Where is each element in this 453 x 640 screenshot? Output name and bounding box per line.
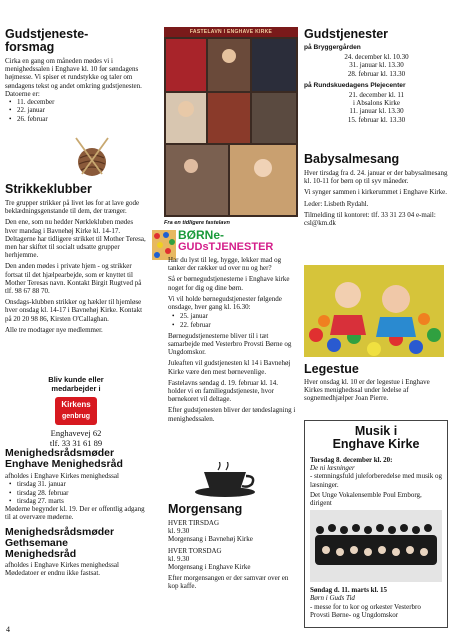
kirkens-genbrug-logo xyxy=(55,397,97,425)
boerne-date-2: • 22. februar xyxy=(168,321,296,329)
morgensang-section xyxy=(168,503,296,594)
gudstjeneste-heading-line1: Gudstjeneste- xyxy=(5,27,89,41)
photo-choir xyxy=(310,510,442,582)
photo-hall xyxy=(166,145,228,215)
strikkeklubber-section xyxy=(5,183,147,337)
musik-e1-desc: - stemningsfuld juleforberedelse med musik og læsninger. xyxy=(310,472,442,489)
morgensang-l1: HVER TIRSDAG xyxy=(168,519,220,527)
gethsemane-heading-line2: Gethsemane xyxy=(5,536,69,549)
legestue-p1: Hver onsdag kl. 10 er der legestue i Enghave Kirkes menighedssal under ledelse af sognemedhjælper Joan Pierre. xyxy=(304,378,430,403)
menighedsraad-heading-line1: Menighedsrådsmøder xyxy=(5,447,115,459)
menighedsraad-date-2: • tirsdag 28. februar xyxy=(5,489,147,497)
musik-box xyxy=(304,420,448,628)
photo-group xyxy=(208,93,250,143)
menighedsraad-section xyxy=(5,448,147,580)
gudstjeneste-date-3: • 26. februar xyxy=(5,115,147,123)
gethsemane-heading-line1: Menighedsrådsmøder xyxy=(5,525,115,538)
boerne-p2: Så er børnegudstjenesterne i Enghave kirke noget for dig og dine børn. xyxy=(168,275,290,292)
gethsemane-heading-line3: Menighedsråd xyxy=(5,547,77,560)
musik-e2-title: Søndag d. 11. marts kl. 15 xyxy=(310,586,388,595)
menighedsraad-date-1: • tirsdag 31. januar xyxy=(5,480,147,488)
gudstjenester-list2 xyxy=(304,91,449,124)
babysalmesang-heading: Babysalmesang xyxy=(304,152,400,166)
kirkens-address: Enghavevej 62 xyxy=(50,428,102,438)
collage-caption: Fra en tidligere fastelavn xyxy=(164,220,230,226)
musik-e2-desc: - messe for to kor og orkester Vesterbro Provsti Børne- og Ungdomskor xyxy=(310,602,421,619)
menighedsraad-note: Møderne begynder kl. 19. Der er offentlig adgang til at overvære møderne. xyxy=(5,505,145,522)
gudstjeneste-date-1: • 11. december xyxy=(5,98,147,106)
gudstjenester-section xyxy=(304,28,449,124)
morgensang-l2: kl. 9.30 xyxy=(168,527,190,536)
coffee-cup-illustration xyxy=(190,462,260,498)
boerne-p4: Børnegudstjenesterne bliver til i tæt samarbejde med Vesterbro Provsti Børne og Ungdomskor. xyxy=(168,331,292,357)
boerne-heading-line2: GUDsTJENESTER xyxy=(178,241,274,253)
photo-church xyxy=(166,39,206,91)
gethsemane-intro: afholdes i Enghave Kirkes menighedssal Mødedatoer er endnu ikke fastsat. xyxy=(5,560,119,577)
boerne-section xyxy=(168,256,296,426)
kirkens-heading-line1: Bliv kunde eller xyxy=(48,375,104,384)
photo-kids-costume xyxy=(208,39,250,91)
gudstjeneste-dates-label: Datoerne er: xyxy=(5,89,40,98)
musik-e1-perf: Det Unge Vokalensemble Poul Emborg, dirigent xyxy=(310,490,422,508)
boerne-p7: Efter gudstjenesten bliver der tøndeslagning i menighedssalen. xyxy=(168,406,296,423)
strikke-p2: Den ene, som nu hedder Nørklekluben mødes hver mandag i Bavnehøj Kirke kl. 14-17. Deltagerne har tidligere strikket til Mother Teresa, men har skiftet til socialt udsatte grupper herhjemme. xyxy=(5,218,146,260)
gud-list2-item-3: 11. januar kl. 13.30 xyxy=(349,107,404,116)
gudstjenester-sub1: på Bryggergården xyxy=(304,44,361,51)
morgensang-l6: Morgensang i Enghave Kirke xyxy=(168,563,251,572)
morgensang-l5: kl. 9.30 xyxy=(168,554,190,563)
boerne-heading-line1: BØRNe- xyxy=(178,228,225,242)
gud-list2-item-1: 21. december kl. 11 xyxy=(348,91,405,100)
babysalmesang-section xyxy=(304,153,449,230)
menighedsraad-date-3: • tirsdag 27. marts xyxy=(5,497,147,505)
morgensang-l4: HVER TORSDAG xyxy=(168,546,222,555)
boerne-p5: Juleaften vil gudstjenesten kl 14 i Bavnehøj Kirke være den mest børnevenlige. xyxy=(168,359,291,376)
logo-line1: Kirkens xyxy=(61,400,91,409)
logo-line2: genbrug xyxy=(62,413,90,420)
strikkeklubber-heading: Strikkeklubber xyxy=(5,182,92,196)
morgensang-l7: Efter morgensangen er der samvær over en kop kaffe. xyxy=(168,574,289,591)
gudstjenester-heading: Gudstjenester xyxy=(304,27,389,41)
boerne-date-1: • 25. januar xyxy=(168,312,296,320)
baby-p3: Leder: Lisbeth Rydahl. xyxy=(304,199,369,208)
gudstjeneste-date-2: • 22. januar xyxy=(5,106,147,114)
photo-collage xyxy=(164,27,298,217)
gudstjeneste-body: Cirka en gang om måneden mødes vi i menighedssalen i Enghave kl. 10 før søndagens højmesse. Vi spiser et rundstykke og taler om søndagens tekst og andet omkring gudstjenesten. xyxy=(5,57,142,90)
gud-list2-item-4: 15. februar kl. 13.30 xyxy=(347,115,406,124)
kirkens-heading-line2: medarbejder i xyxy=(51,384,101,393)
boerne-p1: Har du lyst til leg, hygge, lekker mad og tanker der rækker ud over nu og her? xyxy=(168,256,282,273)
strikke-p5: Alle tre modtager nye medlemmer. xyxy=(5,325,103,334)
gud-list1-item-2: 31. januar kl. 13.30 xyxy=(349,61,404,70)
menighedsraad-intro: afholdes i Enghave Kirkes menighedssal xyxy=(5,472,119,480)
kirkens-phone: tlf. 33 31 61 89 xyxy=(49,438,103,448)
strikke-p3: Den anden mødes i private hjem - og strikker fortsat til det hjælpearbejde, som er knyttet til Mother Teresas navn. Kontakt Birgit Rugtved på tlf. 98 67 88 70. xyxy=(5,262,142,296)
musik-e1-sub: De ni læsninger xyxy=(310,464,355,473)
gudstjeneste-heading-line2: forsmag xyxy=(5,40,55,54)
legestue-heading: Legestue xyxy=(304,362,359,376)
baby-p4: Tilmelding til kontoret: tlf. 33 31 23 04 e-mail: csl@km.dk xyxy=(304,210,436,228)
musik-heading-line1: Musik i xyxy=(354,424,398,438)
photo-toddler xyxy=(230,145,296,215)
fastelavn-banner: FASTELAVN I ENGHAVE KIRKE xyxy=(164,27,298,37)
page-number: 4 xyxy=(6,625,10,634)
morgensang-l3: Morgensang i Bavnehøj Kirke xyxy=(168,535,253,544)
photo-altar xyxy=(252,39,296,91)
baby-p1: Hver tirsdag fra d. 24. januar er der babysalmesang kl. 10-11 for børn op til syv måneder. xyxy=(304,169,448,186)
boerne-heading xyxy=(178,229,298,253)
strikke-p1: Tre grupper strikker på livet løs for at lave gode beklædningsgenstande til dem, der trænger. xyxy=(5,199,140,216)
kirkens-genbrug-box xyxy=(8,375,144,448)
gud-list1-item-1: 24. december kl. 10.30 xyxy=(344,53,409,62)
gud-list2-item-2: i Absalons Kirke xyxy=(352,99,401,108)
boerne-p3: Vi vil holde børnegudstjenester følgende onsdage, hver gang kl. 16.30: xyxy=(168,294,282,312)
photo-queen xyxy=(252,93,296,143)
musik-heading-line2: Enghave Kirke xyxy=(332,437,420,451)
boerne-p6: Fastelavns søndag d. 19. februar kl. 14. holder vi en familiegudstjeneste, hvor børnekoret vil deltage. xyxy=(168,378,279,404)
gud-list1-item-3: 28. februar kl. 13.30 xyxy=(347,69,406,78)
gudstjeneste-forsmag-section xyxy=(5,28,147,123)
musik-e1-title: Torsdag 8. december kl. 20: xyxy=(310,456,393,464)
gudstjenester-list1 xyxy=(304,53,449,78)
photo-child xyxy=(166,93,206,143)
morgensang-heading: Morgensang xyxy=(168,502,243,516)
menighedsraad-heading-line2: Enghave Menighedsråd xyxy=(5,458,123,470)
strikke-p4: Onsdags-klubben strikker og hækler til hjemløse hver onsdag kl. 14-17 i Bavnehøj Kirke. Kontakt på 20 20 98 86, Kirsten O'Callaghan. xyxy=(5,298,143,323)
legestue-section xyxy=(304,363,449,406)
musik-e2-sub: Børn i Guds Tid xyxy=(310,594,355,603)
baby-p2: Vi synger sammen i kirkerummet i Enghave Kirke. xyxy=(304,188,448,197)
knitting-illustration xyxy=(72,134,112,180)
gudstjenester-sub2: på Rundskuedagens Plejecenter xyxy=(304,81,406,89)
photo-ballpit-children xyxy=(304,265,444,357)
